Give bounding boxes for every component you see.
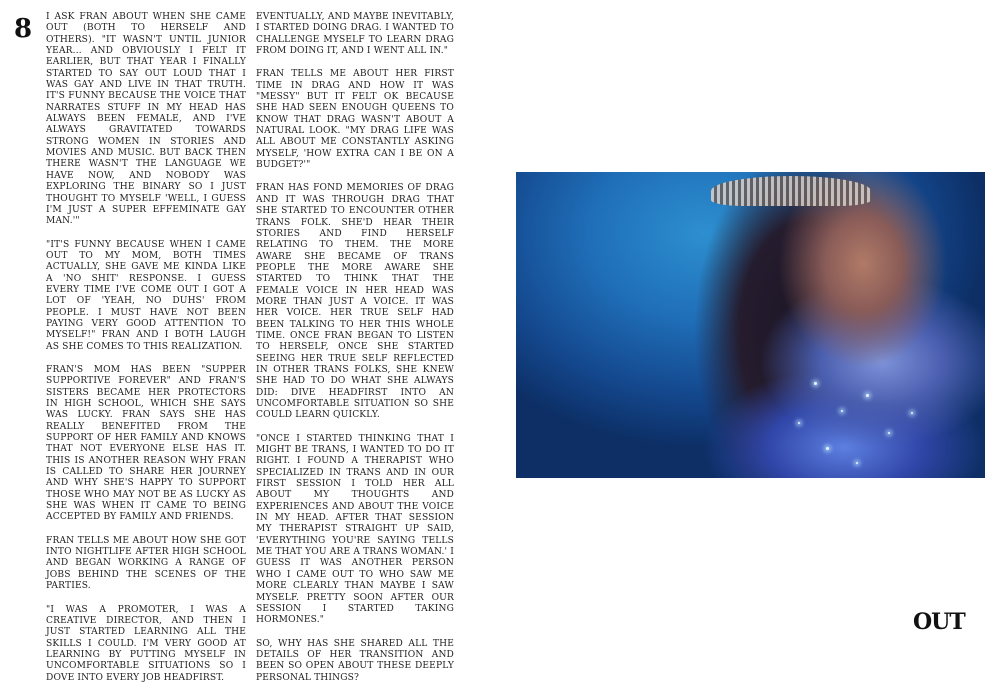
sparkle bbox=[911, 412, 913, 414]
paragraph: "I WAS A PROMOTER, I WAS A CREATIVE DIRECTOR, AND THEN I JUST STARTED LEARNING ALL THE SKILLS I COULD. I'M VERY GOOD AT LEARNING BY PUTTING MYSELF IN UNCOMFORTABLE SITUATIONS SO I DOVE INTO EVERY JOB HEADFIRST. bbox=[46, 604, 246, 683]
article-column-left bbox=[46, 12, 246, 696]
paragraph: "IT'S FUNNY BECAUSE WHEN I CAME OUT TO MY MOM, BOTH TIMES ACTUALLY, SHE GAVE ME KINDA LIKE A 'NO SHIT' RESPONSE. I GUESS EVERY TIME I'VE COME OUT I GOT A LOT OF 'YEAH, NO DUHS' FROM PEOPLE. I MUST HAVE NOT BEEN PAYING VERY GOOD ATTENTION TO MYSELF!" FRAN AND I BOTH LAUGH AS SHE COMES TO THIS REALIZATION. bbox=[46, 239, 246, 352]
magazine-logo: OUT bbox=[913, 609, 965, 635]
portrait-photo bbox=[516, 172, 985, 478]
paragraph: FRAN TELLS ME ABOUT HOW SHE GOT INTO NIGHTLIFE AFTER HIGH SCHOOL AND BEGAN WORKING A RANGE OF JOBS BEHIND THE SCENES OF THE PARTIES. bbox=[46, 535, 246, 592]
sequin-headband bbox=[711, 176, 871, 206]
page-number: 8 bbox=[14, 14, 33, 44]
paragraph: FRAN'S MOM HAS BEEN "SUPPER SUPPORTIVE FOREVER" AND FRAN'S SISTERS BECAME HER PROTECTORS IN HIGH SCHOOL, WHICH SHE SAYS WAS LUCKY. FRAN SAYS SHE HAS REALLY BENEFITED FROM THE SUPPORT OF HER FAMILY AND KNOWS THAT NOT EVERYONE ELSE HAS IT. THIS IS ANOTHER REASON WHY FRAN IS CALLED TO SHARE HER JOURNEY AND WHY SHE'S HAPPY TO SUPPORT THOSE WHO MAY NOT BE AS LUCKY AS SHE WAS WHEN IT CAME TO BEING ACCEPTED BY FAMILY AND FRIENDS. bbox=[46, 364, 246, 523]
paragraph: I ASK FRAN ABOUT WHEN SHE CAME OUT (BOTH TO HERSELF AND OTHERS). "IT WASN'T UNTIL JUNIOR YEAR... AND OBVIOUSLY I FELT IT EARLIER, BUT THAT YEAR I FINALLY STARTED TO SAY OUT LOUD THAT I WAS GAY AND LIVE IN THAT TRUTH. IT'S FUNNY BECAUSE THE VOICE THAT NARRATES STUFF IN MY HEAD HAS ALWAYS BEEN FEMALE, AND I'VE ALWAYS GRAVITATED TOWARDS STRONG WOMEN IN STORIES AND MOVIES AND MUSIC. BUT BACK THEN THERE WASN'T THE LANGUAGE WE HAVE NOW, AND NOBODY WAS EXPLORING THE BINARY SO I JUST THOUGHT TO MYSELF 'WELL, I GUESS I'M JUST A SUPER EFFEMINATE GAY MAN.'" bbox=[46, 12, 246, 227]
sparkle bbox=[856, 462, 858, 464]
sparkle bbox=[866, 394, 869, 397]
sparkle bbox=[826, 447, 829, 450]
sparkle bbox=[814, 382, 817, 385]
paragraph: FRAN TELLS ME ABOUT HER FIRST TIME IN DRAG AND HOW IT WAS "MESSY" BUT IT FELT OK BECAUSE SHE HAD SEEN ENOUGH QUEENS TO KNOW THAT DRAG WASN'T ABOUT A NATURAL LOOK. "MY DRAG LIFE WAS ALL ABOUT ME CONSTANTLY ASKING MYSELF, 'HOW EXTRA CAN I BE ON A BUDGET?'" bbox=[256, 69, 454, 171]
sparkle bbox=[888, 432, 890, 434]
sparkle bbox=[798, 422, 800, 424]
paragraph: SO, WHY HAS SHE SHARED ALL THE DETAILS OF HER TRANSITION AND BEEN SO OPEN ABOUT THESE DEEPLY PERSONAL THINGS? bbox=[256, 638, 454, 683]
sparkle bbox=[841, 410, 843, 412]
article-column-right bbox=[256, 12, 454, 696]
paragraph: "ONCE I STARTED THINKING THAT I MIGHT BE TRANS, I WANTED TO DO IT RIGHT. I FOUND A THERAPIST WHO SPECIALIZED IN TRANS AND IN OUR FIRST SESSION I TOLD HER ALL ABOUT MY THOUGHTS AND EXPERIENCES AND ABOUT THE VOICE IN MY HEAD. AFTER THAT SESSION MY THERAPIST STRAIGHT UP SAID, 'EVERYTHING YOU'RE SAYING TELLS ME THAT YOU ARE A TRANS WOMAN.' I GUESS IT WAS ANOTHER PERSON WHO I CAME OUT TO WHO SAW ME MORE CLEARLY THAN MAYBE I SAW MYSELF. PRETTY SOON AFTER OUR SESSION I STARTED TAKING HORMONES." bbox=[256, 433, 454, 626]
paragraph: EVENTUALLY, AND MAYBE INEVITABLY, I STARTED DOING DRAG. I WANTED TO CHALLENGE MYSELF TO LEARN DRAG FROM DOING IT, AND I WENT ALL IN." bbox=[256, 12, 454, 57]
paragraph: FRAN HAS FOND MEMORIES OF DRAG AND IT WAS THROUGH DRAG THAT SHE STARTED TO ENCOUNTER OTHER TRANS FOLK. SHE'D HEAR THEIR STORIES AND FIND HERSELF RELATING TO THEM. THE MORE AWARE SHE BECAME OF TRANS PEOPLE THE MORE AWARE SHE STARTED TO THINK THAT THE FEMALE VOICE IN HER HEAD WAS MORE THAN JUST A VOICE. IT WAS HER VOICE. HER TRUE SELF HAD BEEN TALKING TO HER THIS WHOLE TIME. ONCE FRAN BEGAN TO LISTEN TO HERSELF, ONCE SHE STARTED SEEING HER TRUE SELF REFLECTED IN OTHER TRANS FOLKS, SHE KNEW SHE HAD TO DO WHAT SHE ALWAYS DID: DIVE HEADFIRST INTO AN UNCOMFORTABLE SITUATION SO SHE COULD LEARN QUICKLY. bbox=[256, 183, 454, 421]
